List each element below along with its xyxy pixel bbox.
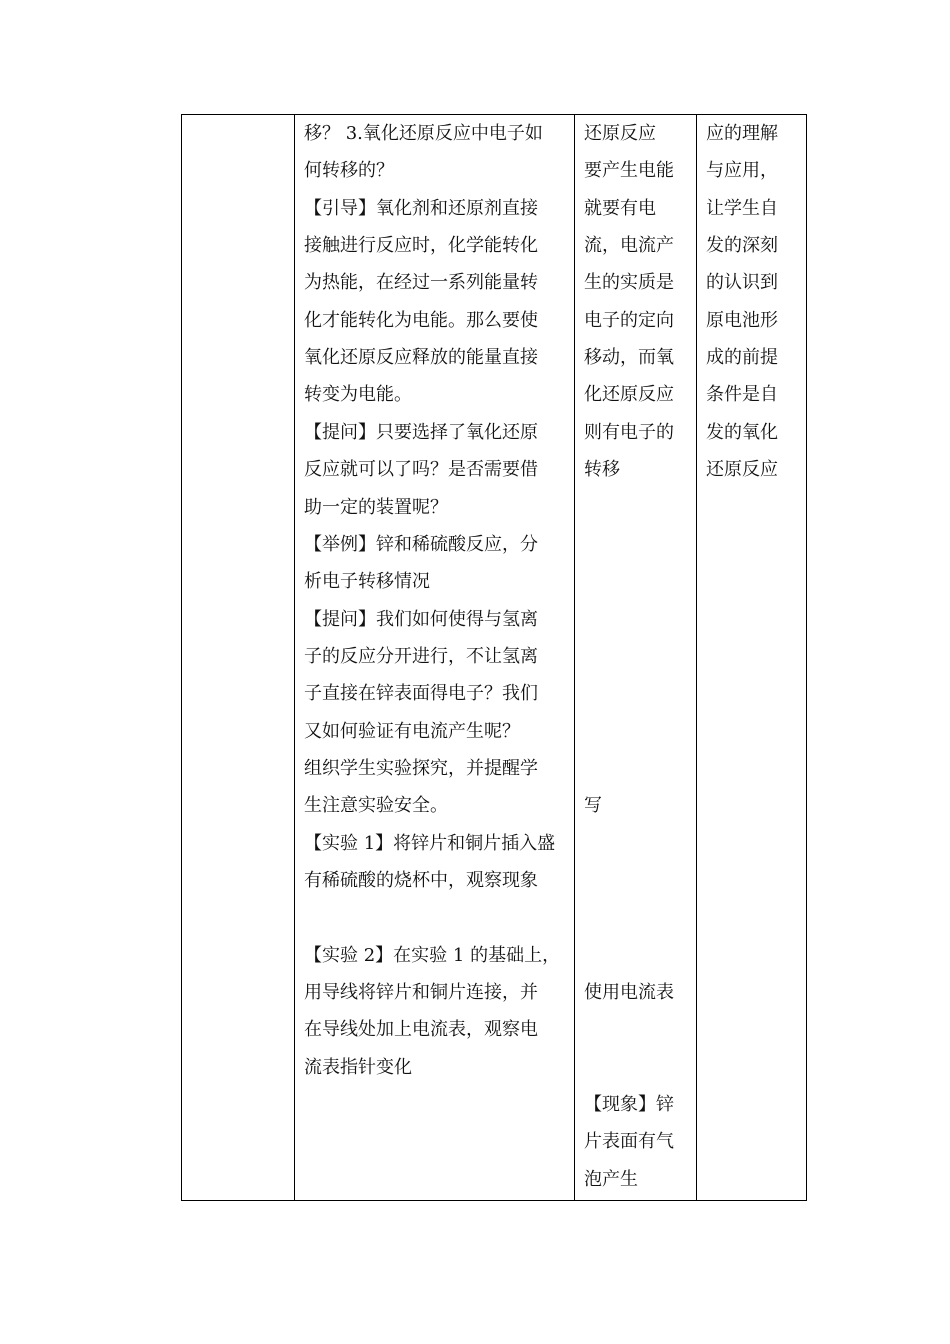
teacher-text-line: 【提问】我们如何使得与氢离 (304, 609, 538, 630)
teacher-text-line: 子的反应分开进行，不让氢离 (304, 646, 538, 667)
intent-text-line: 还原反应 (706, 459, 778, 480)
teacher-text-line: 【实验 2】在实验 1 的基础上， (304, 945, 561, 966)
student-text-line: 移动，而氧 (584, 347, 674, 368)
student-text-line: 还原反应 (584, 123, 656, 144)
teacher-text-line: 子直接在锌表面得电子？我们 (304, 683, 538, 704)
teacher-text-line: 在导线处加上电流表，观察电 (304, 1019, 538, 1040)
teacher-text-line: 何转移的？ (304, 160, 394, 181)
teacher-text-line: 生注意实验安全。 (304, 795, 448, 816)
teacher-activity-column (294, 115, 574, 1200)
student-text-line: 电子的定向 (584, 310, 674, 331)
lesson-plan-table (181, 114, 807, 1201)
intent-text-line: 的认识到 (706, 272, 778, 293)
student-activity-column (574, 115, 696, 1200)
teacher-text-line: 接触进行反应时，化学能转化 (304, 235, 538, 256)
teacher-text-line: 【实验 1】将锌片和铜片插入盛 (304, 833, 556, 854)
intent-text-line: 应的理解 (706, 123, 778, 144)
student-text-line: 要产生电能 (584, 160, 674, 181)
teacher-text-line: 【引导】氧化剂和还原剂直接 (304, 198, 538, 219)
intent-text-line: 发的深刻 (706, 235, 778, 256)
teacher-text-line: 流表指针变化 (304, 1057, 412, 1078)
teacher-text-line: 又如何验证有电流产生呢？ (304, 721, 520, 742)
teacher-text-line: 移？ 3.氧化还原反应中电子如 (304, 123, 543, 144)
student-text-line: 化还原反应 (584, 384, 674, 405)
student-text-line: 片表面有气 (584, 1131, 674, 1152)
teacher-text-line: 【举例】锌和稀硫酸反应，分 (304, 534, 538, 555)
student-text-line: 写 (584, 795, 602, 816)
intent-text-line: 发的氧化 (706, 422, 778, 443)
teacher-text-line: 析电子转移情况 (304, 571, 430, 592)
student-text-line: 使用电流表 (584, 982, 674, 1003)
intent-text-line: 让学生自 (706, 198, 778, 219)
student-text-line: 转移 (584, 459, 620, 480)
student-text-line: 就要有电 (584, 198, 656, 219)
student-text-line: 泡产生 (584, 1169, 638, 1190)
intent-text-line: 条件是自 (706, 384, 778, 405)
intent-text-line: 成的前提 (706, 347, 778, 368)
teacher-text-line: 有稀硫酸的烧杯中，观察现象 (304, 870, 538, 891)
teacher-text-line: 氧化还原反应释放的能量直接 (304, 347, 538, 368)
teacher-text-line: 为热能，在经过一系列能量转 (304, 272, 538, 293)
teacher-text-line: 助一定的装置呢？ (304, 497, 448, 518)
intent-text-line: 与应用， (706, 160, 778, 181)
teacher-text-line: 【提问】只要选择了氧化还原 (304, 422, 538, 443)
intent-text-line: 原电池形 (706, 310, 778, 331)
teacher-text-line: 转变为电能。 (304, 384, 412, 405)
student-text-line: 生的实质是 (584, 272, 674, 293)
student-text-line: 流，电流产 (584, 235, 674, 256)
teacher-text-line: 反应就可以了吗？是否需要借 (304, 459, 538, 480)
column-1-empty (182, 115, 294, 1200)
teacher-text-line: 组织学生实验探究，并提醒学 (304, 758, 538, 779)
teacher-text-line: 化才能转化为电能。那么要使 (304, 310, 538, 331)
student-text-line: 【现象】锌 (584, 1094, 674, 1115)
student-text-line: 则有电子的 (584, 422, 674, 443)
design-intent-column (696, 115, 807, 1200)
teacher-text-line: 用导线将锌片和铜片连接，并 (304, 982, 538, 1003)
